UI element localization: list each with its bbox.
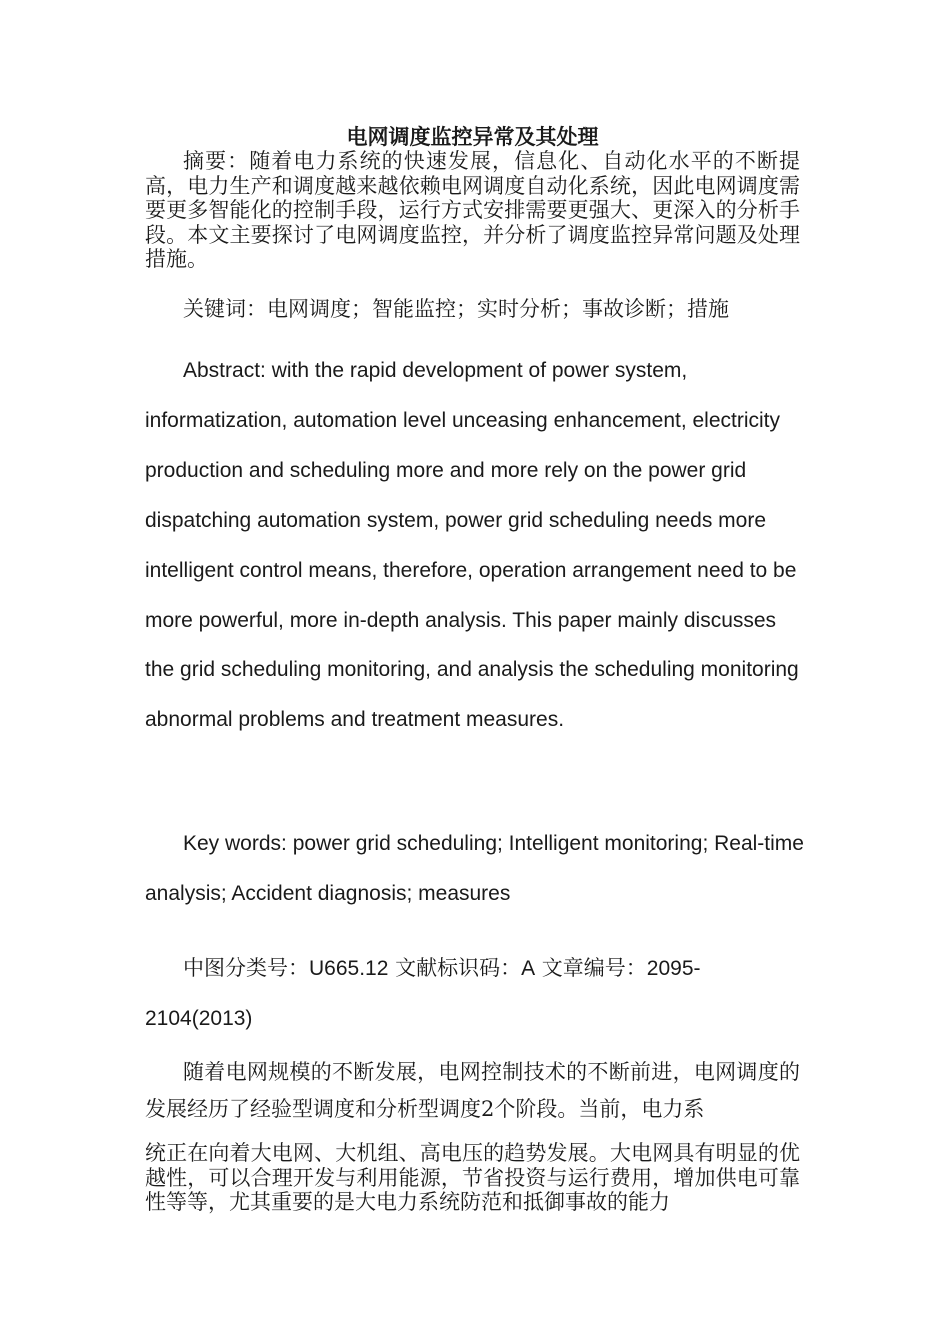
doc-code-label: 文献标识码： (395, 956, 522, 980)
clc-label: 中图分类号： (183, 956, 309, 980)
article-no: 2095-2104(2013) (145, 957, 701, 1030)
clc-code: U665.12 (309, 957, 389, 980)
article-no-label: 文章编号： (541, 956, 647, 980)
document-title: 电网调度监控异常及其处理 (346, 124, 599, 149)
abstract-cn: 摘要：随着电力系统的快速发展，信息化、自动化水平的不断提高，电力生产和调度越来越依赖电网调度自动化系统，因此电网调度需要更多智能化的控制手段，运行方式安排需要更强大、更深入的分析手段。本文主要探讨了电网调度监控，并分析了调度监控异常问题及处理措施。 (145, 149, 800, 272)
body-paragraph-1a: 随着电网规模的不断发展，电网控制技术的不断前进，电网调度的发展经历了经验型调度和分析型调度2个阶段。当前，电力系 (145, 1060, 800, 1121)
body-paragraph-1b: 统正在向着大电网、大机组、高电压的趋势发展。大电网具有明显的优越性，可以合理开发与利用能源，节省投资与运行费用，增加供电可靠性等等，尤其重要的是大电力系统防范和抵御事故的能力 (145, 1141, 800, 1215)
doc-code: A (521, 957, 536, 980)
keywords-en: Key words: power grid scheduling; Intelligent monitoring; Real-time analysis; Accident diagnosis; measures (145, 832, 804, 905)
abstract-en: Abstract: with the rapid development of power system, informatization, automation level unceasing enhancement, electricity production and scheduling more and more rely on the power grid dispatching automation system, power grid scheduling needs more intelligent control means, therefore, operation arrangement need to be more powerful, more in-depth analysis. This paper mainly discusses the grid scheduling monitoring, and analysis the scheduling monitoring abnormal problems and treatment measures. (145, 359, 799, 732)
classification-line (145, 944, 800, 1044)
keywords-cn: 关键词：电网调度；智能监控；实时分析；事故诊断；措施 (183, 297, 729, 321)
